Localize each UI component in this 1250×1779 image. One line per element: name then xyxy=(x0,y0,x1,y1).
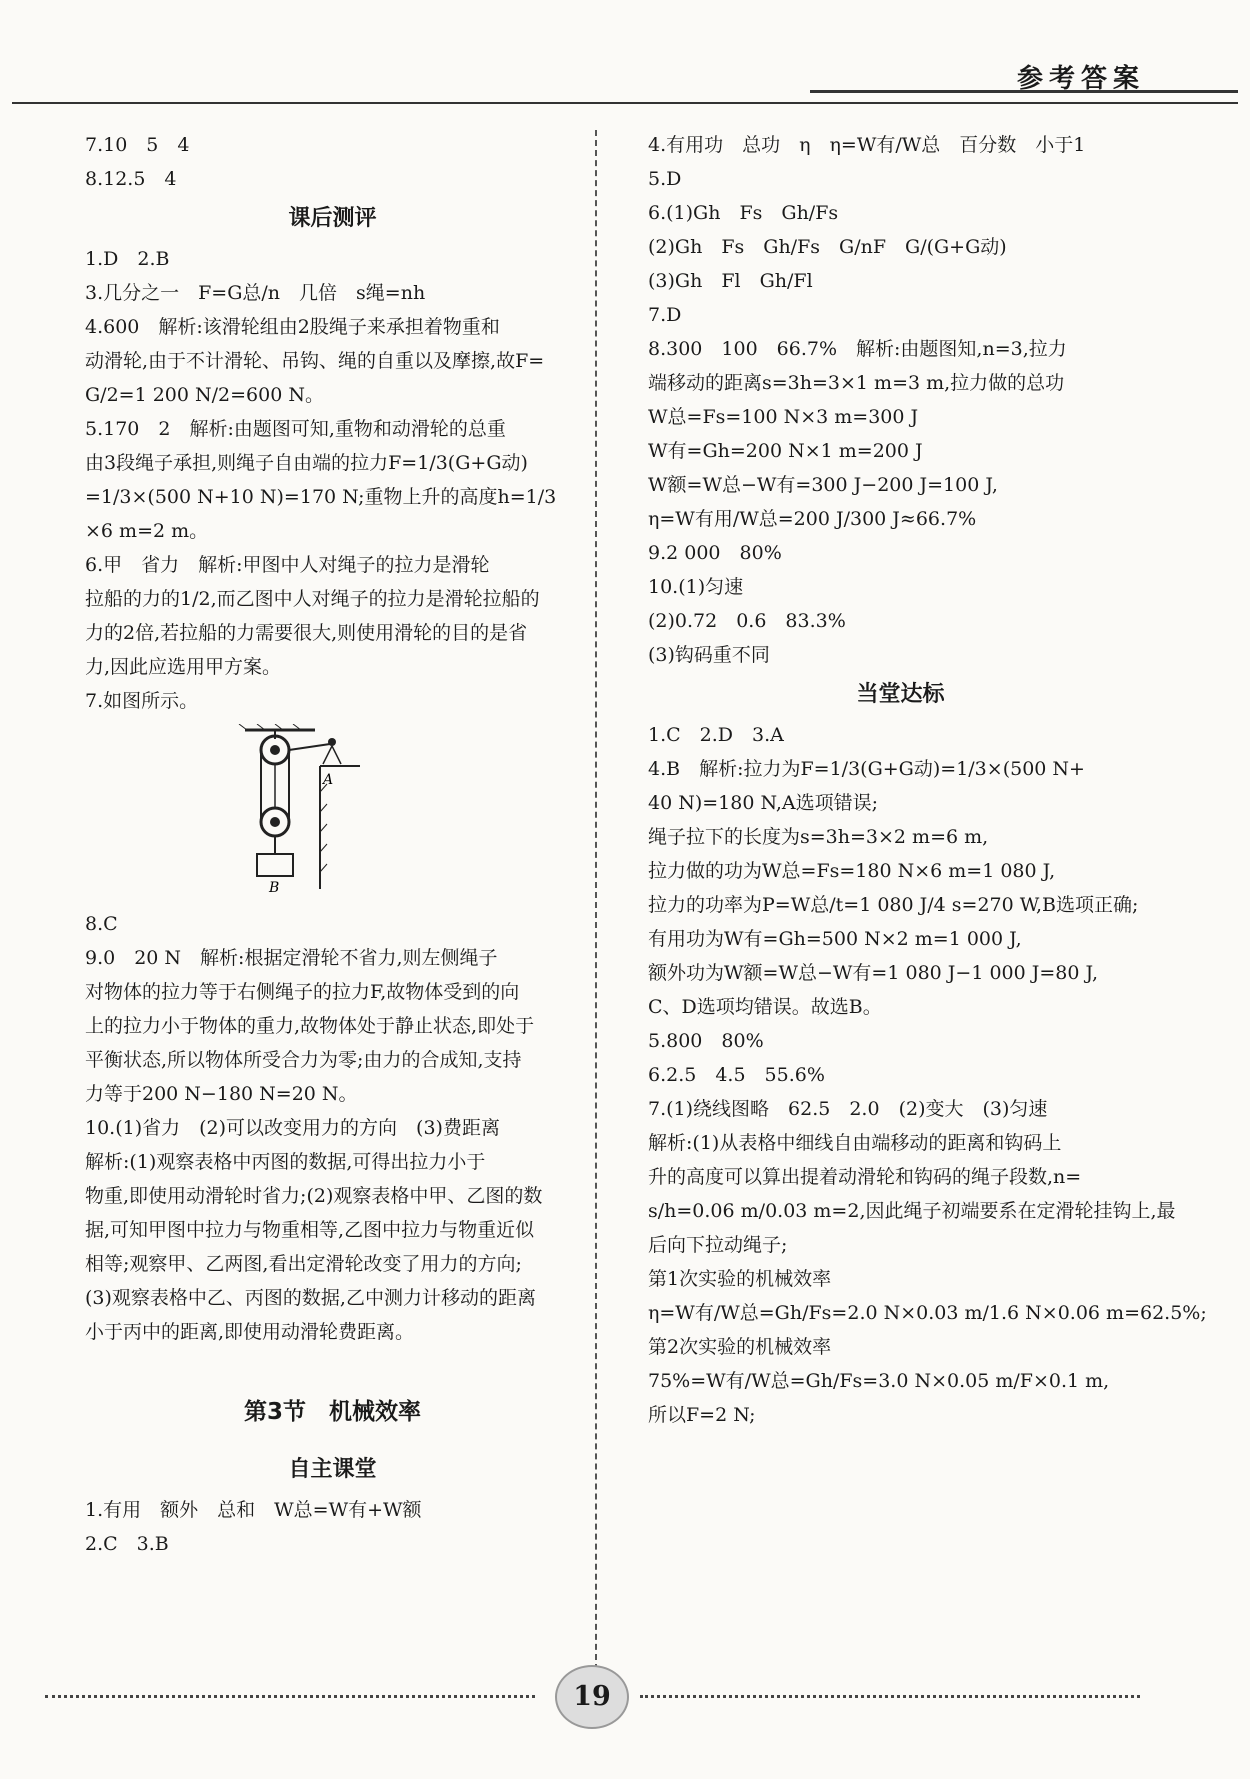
answer-line: 升的高度可以算出提着动滑轮和钩码的绳子段数,n= xyxy=(648,1166,1082,1188)
answer-line: =1/3×(500 N+10 N)=170 N;重物上升的高度h=1/3 xyxy=(85,486,557,508)
answer-line: (3)钩码重不同 xyxy=(648,644,770,666)
left-column xyxy=(85,128,580,1561)
answer-line: 7.如图所示。 xyxy=(85,690,199,712)
answer-line: 解析:(1)从表格中细线自由端移动的距离和钩码上 xyxy=(648,1132,1062,1154)
answer-line: 上的拉力小于物体的重力,故物体处于静止状态,即处于 xyxy=(85,1015,535,1037)
answer-line: 有用功为W有=Gh=500 N×2 m=1 000 J, xyxy=(648,928,1022,950)
footer-dotted-rule xyxy=(45,1695,535,1698)
figure-label-a: A xyxy=(323,772,334,788)
answer-line: 第1次实验的机械效率 xyxy=(648,1268,832,1290)
figure-label-b: B xyxy=(269,880,280,894)
answer-line: 据,可知甲图中拉力与物重相等,乙图中拉力与物重近似 xyxy=(85,1219,535,1241)
answer-line: s/h=0.06 m/0.03 m=2,因此绳子初端要系在定滑轮挂钩上,最 xyxy=(648,1200,1176,1222)
answer-line: 动滑轮,由于不计滑轮、吊钩、绳的自重以及摩擦,故F= xyxy=(85,350,545,372)
answer-line: 4.B 解析:拉力为F=1/3(G+G动)=1/3×(500 N+ xyxy=(648,758,1085,780)
section-heading: 课后测评 xyxy=(288,206,377,231)
answer-line: 平衡状态,所以物体所受合力为零;由力的合成知,支持 xyxy=(85,1049,522,1071)
answer-line: 端移动的距离s=3h=3×1 m=3 m,拉力做的总功 xyxy=(648,372,1065,394)
answer-line: (2)Gh Fs Gh/Fs G/nF G/(G+G动) xyxy=(648,236,1007,258)
right-column xyxy=(648,128,1207,1432)
answer-line: 1.C 2.D 3.A xyxy=(648,724,784,746)
answer-line: 6.(1)Gh Fs Gh/Fs xyxy=(648,202,839,224)
answer-line: 拉力的功率为P=W总/t=1 080 J/4 s=270 W,B选项正确; xyxy=(648,894,1139,916)
answer-line: 6.2.5 4.5 55.6% xyxy=(648,1064,825,1086)
answer-line: 75%=W有/W总=Gh/Fs=3.0 N×0.05 m/F×0.1 m, xyxy=(648,1370,1110,1392)
answer-line: 3.几分之一 F=G总/n 几倍 s绳=nh xyxy=(85,282,426,304)
section-heading: 自主课堂 xyxy=(288,1457,377,1482)
answer-line: 10.(1)匀速 xyxy=(648,576,744,598)
answer-line: η=W有用/W总=200 J/300 J≈66.7% xyxy=(648,508,977,530)
answer-line: 7.(1)绕线图略 62.5 2.0 (2)变大 (3)匀速 xyxy=(648,1098,1048,1120)
page-header xyxy=(0,0,1250,120)
answer-line: 第2次实验的机械效率 xyxy=(648,1336,832,1358)
answer-line: 5.D xyxy=(648,168,682,190)
footer-dotted-rule xyxy=(640,1695,1140,1698)
answer-line: η=W有/W总=Gh/Fs=2.0 N×0.03 m/1.6 N×0.06 m=62.5%; xyxy=(648,1302,1207,1324)
pulley-figure xyxy=(235,724,580,905)
answer-line: 4.有用功 总功 η η=W有/W总 百分数 小于1 xyxy=(648,134,1086,156)
answer-line: 40 N)=180 N,A选项错误; xyxy=(648,792,879,814)
answer-line: G/2=1 200 N/2=600 N。 xyxy=(85,384,324,406)
answer-line: ×6 m=2 m。 xyxy=(85,520,209,542)
column-divider xyxy=(595,130,597,1680)
answer-line: 小于丙中的距离,即使用动滑轮费距离。 xyxy=(85,1321,415,1343)
answer-line: W总=Fs=100 N×3 m=300 J xyxy=(648,406,919,428)
pulley-diagram xyxy=(235,724,435,894)
answer-line: 解析:(1)观察表格中丙图的数据,可得出拉力小于 xyxy=(85,1151,486,1173)
answer-line: (3)Gh Fl Gh/Fl xyxy=(648,270,813,292)
answer-line: 7.D xyxy=(648,304,682,326)
answer-line: 所以F=2 N; xyxy=(648,1404,756,1426)
answer-line: 绳子拉下的长度为s=3h=3×2 m=6 m, xyxy=(648,826,989,848)
answer-line: 6.甲 省力 解析:甲图中人对绳子的拉力是滑轮 xyxy=(85,554,490,576)
answer-line: 拉船的力的1/2,而乙图中人对绳子的拉力是滑轮拉船的 xyxy=(85,588,540,610)
answer-line: 7.10 5 4 xyxy=(85,134,190,156)
answer-line: 对物体的拉力等于右侧绳子的拉力F,故物体受到的向 xyxy=(85,981,520,1003)
answer-line: 5.800 80% xyxy=(648,1030,764,1052)
answer-line: (2)0.72 0.6 83.3% xyxy=(648,610,846,632)
answer-line: (3)观察表格中乙、丙图的数据,乙中测力计移动的距离 xyxy=(85,1287,536,1309)
answer-line: W有=Gh=200 N×1 m=200 J xyxy=(648,440,923,462)
answer-line: 2.C 3.B xyxy=(85,1533,169,1555)
answer-line: 1.有用 额外 总和 W总=W有+W额 xyxy=(85,1499,422,1521)
answer-line: 物重,即使用动滑轮时省力;(2)观察表格中甲、乙图的数 xyxy=(85,1185,543,1207)
answer-line: 9.0 20 N 解析:根据定滑轮不省力,则左侧绳子 xyxy=(85,947,498,969)
answer-line: 拉力做的功为W总=Fs=180 N×6 m=1 080 J, xyxy=(648,860,1056,882)
answer-line: 由3段绳子承担,则绳子自由端的拉力F=1/3(G+G动) xyxy=(85,452,528,474)
answer-line: 5.170 2 解析:由题图可知,重物和动滑轮的总重 xyxy=(85,418,506,440)
answer-line: 4.600 解析:该滑轮组由2股绳子来承担着物重和 xyxy=(85,316,500,338)
answer-line: 后向下拉动绳子; xyxy=(648,1234,788,1256)
chapter-heading: 第3节 机械效率 xyxy=(243,1399,421,1425)
answer-line: W额=W总−W有=300 J−200 J=100 J, xyxy=(648,474,998,496)
page-footer xyxy=(0,1655,1250,1735)
answer-line: 力,因此应选用甲方案。 xyxy=(85,656,282,678)
answer-line: 8.12.5 4 xyxy=(85,168,177,190)
answer-line: 8.300 100 66.7% 解析:由题图知,n=3,拉力 xyxy=(648,338,1067,360)
page-number: 19 xyxy=(555,1665,629,1729)
header-rule xyxy=(12,102,1238,104)
answer-line: 8.C xyxy=(85,913,118,935)
answer-line: 力等于200 N−180 N=20 N。 xyxy=(85,1083,358,1105)
answer-line: 相等;观察甲、乙两图,看出定滑轮改变了用力的方向; xyxy=(85,1253,522,1275)
header-title: 参考答案 xyxy=(1016,64,1145,94)
answer-line: 额外功为W额=W总−W有=1 080 J−1 000 J=80 J, xyxy=(648,962,1099,984)
answer-line: C、D选项均错误。故选B。 xyxy=(648,996,882,1018)
section-heading: 当堂达标 xyxy=(856,682,945,707)
answer-line: 1.D 2.B xyxy=(85,248,170,270)
answer-line: 9.2 000 80% xyxy=(648,542,782,564)
answer-line: 力的2倍,若拉船的力需要很大,则使用滑轮的目的是省 xyxy=(85,622,528,644)
answer-line: 10.(1)省力 (2)可以改变用力的方向 (3)费距离 xyxy=(85,1117,500,1139)
